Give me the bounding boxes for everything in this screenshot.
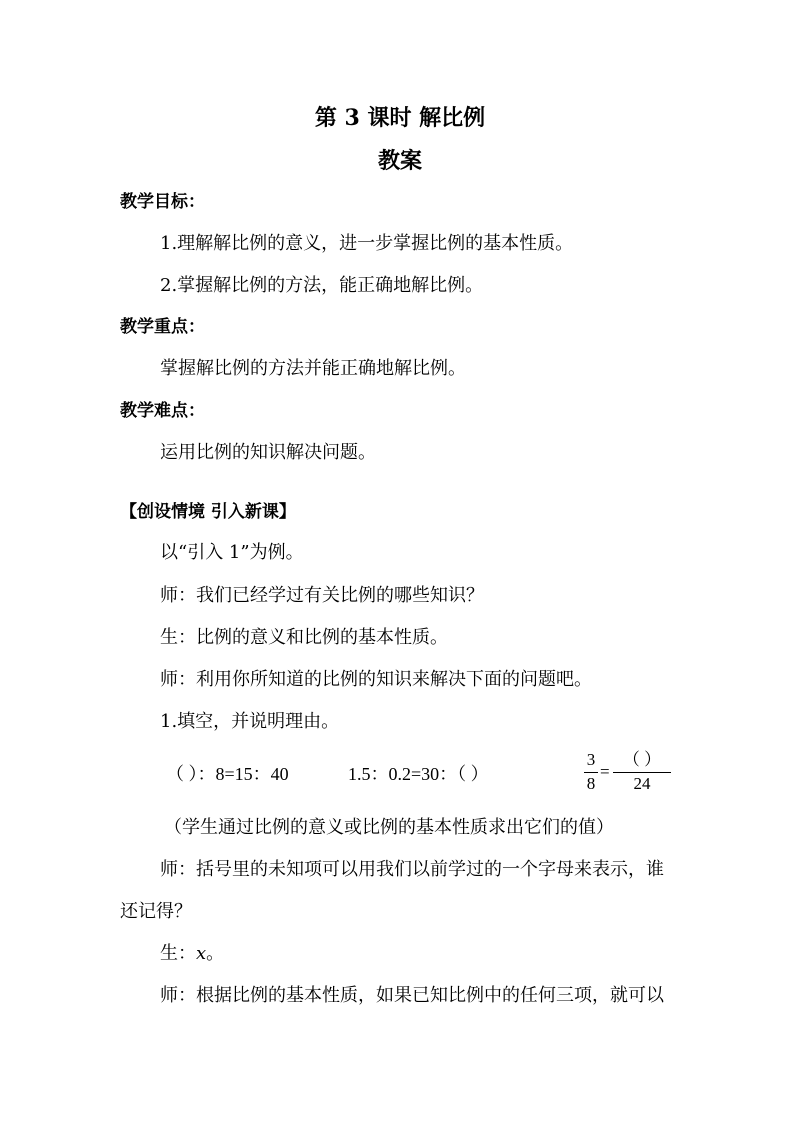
dialogue-line-3: 师：根据比例的基本性质，如果已知比例中的任何三项，就可以 xyxy=(160,985,664,1006)
exercise-expr-2: 1.5：0.2=30：（ ） xyxy=(348,764,489,784)
dialogue-line-2-variable: x xyxy=(196,943,207,964)
fraction-right xyxy=(613,750,671,794)
dialogue-line-1-cont: 还记得？ xyxy=(120,901,192,922)
fraction-left xyxy=(584,750,598,794)
key-points-heading: 教学重点： xyxy=(120,317,205,337)
exercise-note: （学生通过比例的意义或比例的基本性质求出它们的值） xyxy=(164,817,614,838)
page-title: 第 3 课时 解比例 xyxy=(314,105,486,131)
fraction-equals: = xyxy=(600,762,610,781)
intro-line-1: 以“引入 1”为例。 xyxy=(160,542,304,563)
difficulties-text: 运用比例的知识解决问题。 xyxy=(160,442,376,463)
exercise-expr-1: （ ）：8=15：40 xyxy=(166,764,289,784)
fraction-left-numerator: 3 xyxy=(586,750,596,769)
fraction-left-denominator: 8 xyxy=(586,774,596,793)
page-subtitle: 教案 xyxy=(377,148,422,174)
intro-line-3: 生：比例的意义和比例的基本性质。 xyxy=(160,627,448,648)
intro-line-4: 师：利用你所知道的比例的知识来解决下面的问题吧。 xyxy=(160,669,592,690)
intro-line-5: 1.填空，并说明理由。 xyxy=(160,711,340,732)
key-points-text: 掌握解比例的方法并能正确地解比例。 xyxy=(160,358,466,379)
intro-line-2: 师：我们已经学过有关比例的哪些知识？ xyxy=(160,585,484,606)
fraction-right-numerator: （ ） xyxy=(622,750,662,769)
objective-item-1: 1.理解解比例的意义，进一步掌握比例的基本性质。 xyxy=(160,233,574,254)
dialogue-line-2-suffix: 。 xyxy=(206,943,225,964)
dialogue-line-1: 师：括号里的未知项可以用我们以前学过的一个字母来表示，谁 xyxy=(160,859,664,880)
dialogue-line-2 xyxy=(160,942,224,966)
objective-item-2: 2.掌握解比例的方法，能正确地解比例。 xyxy=(160,275,484,296)
dialogue-line-2-prefix: 生： xyxy=(160,943,196,964)
objectives-heading: 教学目标： xyxy=(120,192,205,212)
fraction-right-bar xyxy=(613,772,671,773)
section-heading: 【创设情境 引入新课】 xyxy=(120,502,296,522)
difficulties-heading: 教学难点： xyxy=(120,401,205,421)
fraction-right-denominator: 24 xyxy=(633,774,651,793)
fraction-left-bar xyxy=(584,772,598,773)
